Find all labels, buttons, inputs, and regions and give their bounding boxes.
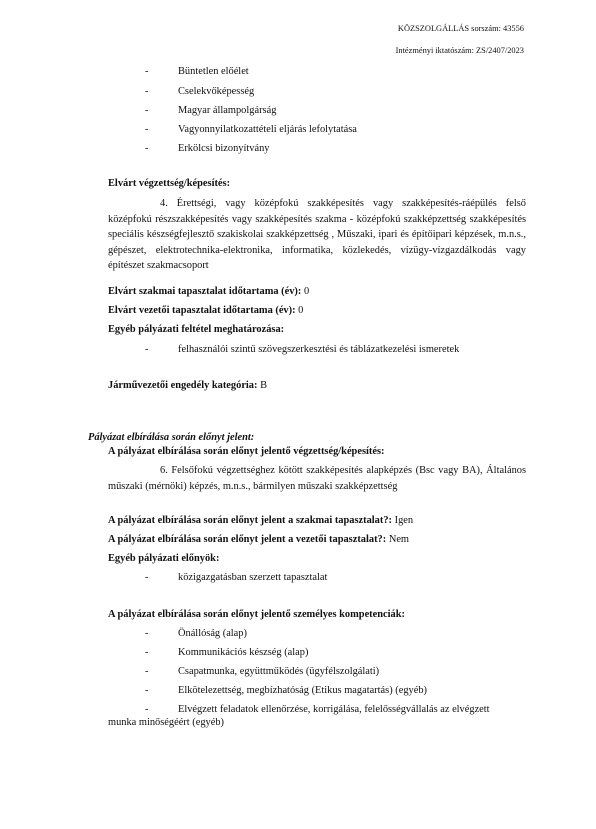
serial-number: KÖZSZOLGÁLLÁS sorszám: 43556 — [397, 24, 524, 33]
experience-row — [108, 286, 309, 297]
list-dash: - — [145, 86, 149, 97]
list-dash: - — [145, 647, 149, 658]
education-paragraph: 4. Érettségi, vagy középfokú szakképesítés vagy szakképesítés-ráépülés felső középfokú részszakképesítés vagy szakképesítés szakma - középfokú szakképzettség szakképesítés speciális készségfejlesztő szakiskolai szakképzettség , Műszaki, ipari és építőipari képzések, m.n.s., gépészet, elektrotechnika-elektronika, informatika, közlekedés, vízügy-vízgazdálkodás vagy építészet szakmacsoport — [108, 198, 526, 271]
list-item-text: Magyar állampolgárság — [178, 105, 277, 116]
registry-number: Intézményi iktatószám: ZS/2407/2023 — [395, 46, 524, 55]
experience-value: 0 — [303, 286, 310, 297]
list-dash: - — [145, 704, 149, 715]
list-item-text: Elvégzett feladatok ellenőrzése, korrigálása, felelősségvállalás az elvégzett — [178, 704, 490, 715]
list-item-text: közigazgatásban szerzett tapasztalat — [178, 572, 328, 583]
list-dash: - — [145, 685, 149, 696]
list-item-text: Cselekvőképesség — [178, 86, 255, 97]
list-item-text: Önállóság (alap) — [178, 628, 247, 639]
driving-row — [108, 380, 267, 391]
advantage-lead-exp-value: Nem — [388, 534, 410, 545]
list-item-text: Elkötelezettség, megbízhatóság (Etikus magatartás) (egyéb) — [178, 685, 427, 696]
list-item-text: Büntetlen előélet — [178, 66, 249, 77]
advantage-lead-exp-label: A pályázat elbírálása során előnyt jelent a vezetői tapasztalat?: — [108, 534, 387, 545]
list-dash: - — [145, 143, 149, 154]
list-item-continuation: munka minőségéért (egyéb) — [108, 717, 224, 728]
driving-value: B — [260, 380, 268, 391]
list-dash: - — [145, 105, 149, 116]
list-dash: - — [145, 572, 149, 583]
advantage-prof-exp-row — [108, 515, 413, 526]
advantage-education-paragraph: 6. Felsőfokú végzettséghez kötött szakképesítés alapképzés (Bsc vagy BA), Általános műszaki (mérnöki) képzés, m.n.s., bármilyen műszaki szakképzettség — [108, 465, 526, 492]
advantage-prof-exp-value: Igen — [394, 515, 414, 526]
driving-label: Járművezetői engedély kategória: — [108, 380, 258, 391]
list-dash: - — [145, 666, 149, 677]
list-item-text: Csapatmunka, együttműködés (ügyfélszolgálati) — [178, 666, 380, 677]
list-dash: - — [145, 124, 149, 135]
lead-experience-label: Elvárt vezetői tapasztalat időtartama (év): — [108, 305, 296, 316]
list-item-text: felhasználói szintű szövegszerkesztési és táblázatkezelési ismeretek — [178, 344, 460, 355]
lead-experience-row — [108, 305, 303, 316]
competencies-heading: A pályázat elbírálása során előnyt jelentő személyes kompetenciák: — [108, 609, 405, 620]
education-heading: Elvárt végzettség/képesítés: — [108, 178, 231, 189]
advantage-prof-exp-label: A pályázat elbírálása során előnyt jelent a szakmai tapasztalat?: — [108, 515, 392, 526]
experience-label: Elvárt szakmai tapasztalat időtartama (év): — [108, 286, 302, 297]
advantage-other-heading: Egyéb pályázati előnyök: — [108, 553, 220, 564]
list-dash: - — [145, 628, 149, 639]
list-dash: - — [145, 66, 149, 77]
advantage-education-heading: A pályázat elbírálása során előnyt jelentő végzettség/képesítés: — [108, 446, 385, 457]
advantage-title: Pályázat elbírálása során előnyt jelent: — [88, 432, 255, 443]
advantage-education-text — [108, 463, 526, 494]
education-text — [108, 196, 526, 274]
advantage-lead-exp-row — [108, 534, 409, 545]
lead-experience-value: 0 — [298, 305, 304, 316]
other-conditions-heading: Egyéb pályázati feltétel meghatározása: — [108, 324, 285, 335]
list-item-text: Vagyonnyilatkozattételi eljárás lefolytatása — [178, 124, 357, 135]
list-item-text: Erkölcsi bizonyítvány — [178, 143, 270, 154]
list-dash: - — [145, 344, 149, 355]
list-item-text: Kommunikációs készség (alap) — [178, 647, 309, 658]
